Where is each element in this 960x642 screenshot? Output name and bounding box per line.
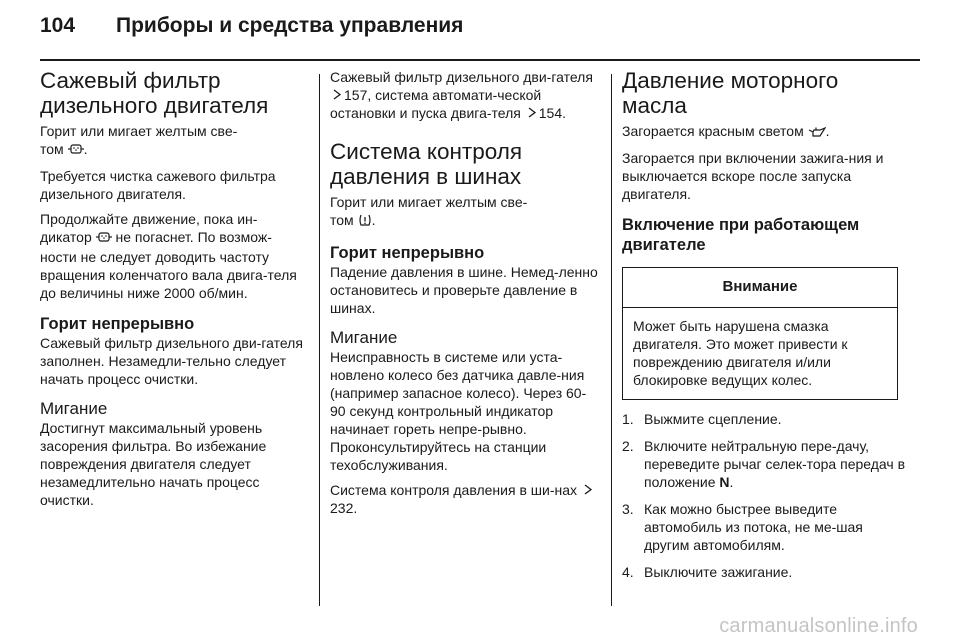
subheading: Горит непрерывно [40,315,195,333]
watermark: carmanualsonline.info [719,615,918,637]
dpf-icon [96,230,112,248]
tpms-icon [358,213,372,231]
paragraph: Сажевый фильтр дизельного дви-гателя заполнен. Незамедли-тельно следует начать процесс очистки. [40,335,303,387]
column-dpf [40,68,306,509]
column-oil-pressure [622,68,912,590]
subheading: Мигание [330,328,398,347]
subheading: Мигание [40,399,108,418]
warning-box [622,267,898,400]
cross-reference: Система контроля давления в ши-нах 232. [330,481,598,517]
list-item: 1. Выжмите сцепление. [622,411,782,427]
header-rule [40,59,920,61]
list-item: 2. Включите нейтральную пере-дачу, переведите рычаг селек-тора передач в положение N. [622,438,906,490]
steps-list [622,410,912,581]
paragraph: Горит или мигает желтым све- том . [40,122,306,160]
column-tpms [330,68,598,517]
section-heading-oil-pressure: Давление моторного масла [622,68,839,118]
paragraph: Неисправность в системе или уста-новлено колесо без датчика давле-ния (например запасное колесо). Через 60-90 секунд контрольный индикатор начинает гореть непре-рывно. Проконсультируйтесь на станции техобслуживания. [330,349,587,473]
section-heading-tpms: Система контроля давления в шинах [330,139,523,189]
oil-can-icon [808,124,826,142]
reference-arrow-icon [584,481,592,499]
dpf-icon [68,142,84,160]
list-item: 4. Выключите зажигание. [622,564,793,580]
cross-reference: Сажевый фильтр дизельного дви-гателя 157, система автомати-ческой остановки и пуска двига-теля 154. [330,69,593,121]
section-heading-dpf: Сажевый фильтр дизельного двигателя [40,68,269,118]
warning-text: Может быть нарушена смазка двигателя. Это может привести к повреждению двигателя и/или блокировке ведущих колес. [633,318,848,388]
column-divider [319,74,320,606]
paragraph: Продолжайте движение, пока ин-дикатор не погаснет. По возмож-ности не следует доводить частоту вращения коленчатого вала двига-теля до величины ниже 2000 об/мин. [40,211,297,301]
page-header [40,14,920,48]
subheading: Включение при работающем двигателе [622,216,860,254]
paragraph: Требуется чистка сажевого фильтра дизельного двигателя. [40,168,276,202]
paragraph: Падение давления в шине. Немед-ленно остановитесь и проверьте давление в шинах. [330,264,598,316]
reference-arrow-icon [528,104,536,122]
list-item: 3. Как можно быстрее выведите автомобиль из потока, не ме-шая другим автомобилям. [622,501,863,553]
page-number: 104 [40,14,76,37]
warning-title: Внимание [623,268,897,308]
paragraph: Горит или мигает желтым све- том . [330,193,598,231]
page-title: Приборы и средства управления [116,14,464,37]
subheading: Горит непрерывно [330,244,485,262]
column-divider [611,74,612,606]
reference-arrow-icon [333,86,341,104]
paragraph: Достигнут максимальный уровень засорения фильтра. Во избежание повреждения двигателя следует незамедлительно начать процесс очистки. [40,420,267,508]
paragraph: Загорается красным светом . [622,122,912,142]
paragraph: Загорается при включении зажига-ния и выключается вскоре после запуска двигателя. [622,150,884,202]
